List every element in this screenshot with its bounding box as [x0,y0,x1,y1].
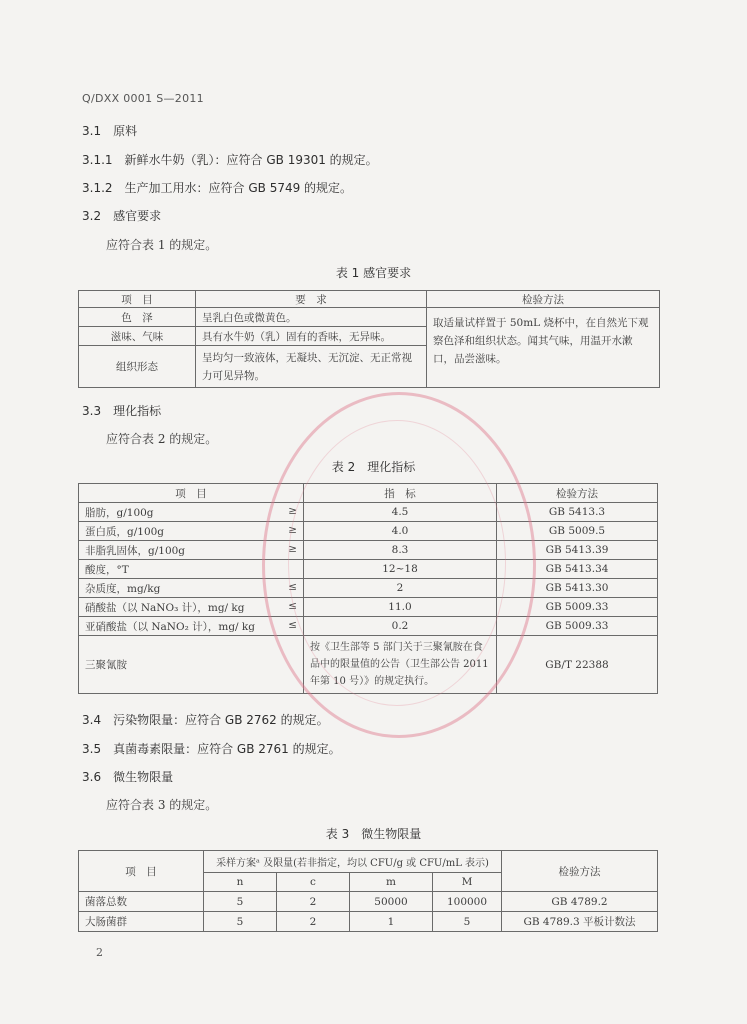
table3-method: GB 4789.2 [502,892,658,912]
table3-item: 菌落总数 [79,892,204,912]
table2-value: 0.2 [304,617,497,636]
table3-n: 5 [204,912,277,932]
table2-comparator: ≤ [288,580,297,593]
table3-item: 大肠菌群 [79,912,204,932]
table3-c: 2 [277,892,350,912]
table2-method: GB 5413.3 [497,503,658,522]
table3-m: 50000 [350,892,433,912]
table2-header-indicator: 指 标 [304,484,497,503]
table-row [79,503,658,522]
table2-comparator: ≥ [288,523,297,536]
table1-requirement: 呈均匀一致液体，无凝块、无沉淀、无正常视力可见异物。 [196,346,427,388]
table2-item: 蛋白质，g/100g [85,525,165,538]
table3-n: 5 [204,892,277,912]
table2-method: GB 5009.33 [497,598,658,617]
table-row [79,617,658,636]
table2-value: 12~18 [304,560,497,579]
table1-sensory [78,290,660,388]
table1-method: 取适量试样置于 50mL 烧杯中，在自然光下观察色泽和组织状态。闻其气味，用温开水漱口，品尝滋味。 [427,308,660,388]
table-row [79,541,658,560]
table2-method: GB 5009.5 [497,522,658,541]
table2-method: GB/T 22388 [497,636,658,694]
table1-item: 滋味、气味 [79,327,196,346]
table2-value: 4.0 [304,522,497,541]
table3-header-item: 项 目 [79,851,204,892]
table3-m: 1 [350,912,433,932]
section-3-2-heading: 3.2 感官要求 [82,209,162,223]
table1-item: 组织形态 [79,346,196,388]
table2-header-item: 项 目 [79,484,304,503]
table-row [79,892,658,912]
table2-item: 酸度，°T [85,563,129,576]
table2-method: GB 5413.39 [497,541,658,560]
table2-method: GB 5413.30 [497,579,658,598]
table3-c: 2 [277,912,350,932]
table2-item: 亚硝酸盐（以 NaNO₂ 计），mg/ kg [85,620,256,633]
table-row [79,912,658,932]
table3-header-M: M [433,873,502,892]
section-3-5: 3.5 真菌毒素限量：应符合 GB 2761 的规定。 [82,742,341,756]
section-3-3-heading: 3.3 理化指标 [82,404,162,418]
table2-comparator: ≥ [288,504,297,517]
section-3-1-2: 3.1.2 生产加工用水：应符合 GB 5749 的规定。 [82,181,353,195]
table3-header-m: m [350,873,433,892]
table1-caption: 表 1 感官要求 [335,266,412,280]
table2-method: GB 5009.33 [497,617,658,636]
table2-physicochemical [78,483,658,694]
table3-M: 100000 [433,892,502,912]
table2-item: 非脂乳固体，g/100g [85,544,186,557]
table2-item: 硝酸盐（以 NaNO₃ 计），mg/ kg [85,601,245,614]
table-row [79,308,660,327]
table1-requirement: 呈乳白色或微黄色。 [196,308,427,327]
section-3-2-body: 应符合表 1 的规定。 [106,238,218,252]
table3-microbial [78,850,658,932]
table2-value: 4.5 [304,503,497,522]
section-3-3-body: 应符合表 2 的规定。 [106,432,218,446]
section-3-6-body: 应符合表 3 的规定。 [106,798,218,812]
table2-value: 11.0 [304,598,497,617]
table-row [79,579,658,598]
table1-header-item: 项 目 [79,291,196,308]
table2-header-method: 检验方法 [497,484,658,503]
table3-header-plan: 采样方案ᵃ 及限量(若非指定，均以 CFU/g 或 CFU/mL 表示) [204,851,502,873]
table3-M: 5 [433,912,502,932]
table2-value: 按《卫生部等 5 部门关于三聚氰胺在食品中的限量值的公告（卫生部公告 2011 年第 10 号）》的规定执行。 [304,636,497,694]
table2-comparator: ≤ [288,599,297,612]
table3-header-method: 检验方法 [502,851,658,892]
table2-caption: 表 2 理化指标 [331,460,416,474]
table2-item: 三聚氰胺 [85,659,127,671]
table2-value: 8.3 [304,541,497,560]
page-number: 2 [96,946,103,959]
table3-header-c: c [277,873,350,892]
table3-header-n: n [204,873,277,892]
table2-value: 2 [304,579,497,598]
table-row [79,636,658,694]
table1-header-method: 检验方法 [427,291,660,308]
section-3-1-heading: 3.1 原料 [82,124,138,138]
table1-header-requirement: 要 求 [196,291,427,308]
document-code: Q/DXX 0001 S—2011 [82,92,204,105]
table2-comparator: ≤ [288,618,297,631]
table3-caption: 表 3 微生物限量 [325,827,422,841]
table2-item: 脂肪，g/100g [85,506,154,519]
table2-method: GB 5413.34 [497,560,658,579]
section-3-1-1: 3.1.1 新鲜水牛奶（乳）：应符合 GB 19301 的规定。 [82,153,378,167]
table-row [79,560,658,579]
table2-item: 杂质度，mg/kg [85,582,161,595]
table-row [79,522,658,541]
table-row [79,598,658,617]
section-3-6-heading: 3.6 微生物限量 [82,770,174,784]
section-3-4: 3.4 污染物限量：应符合 GB 2762 的规定。 [82,713,329,727]
table2-comparator: ≥ [288,542,297,555]
table3-method: GB 4789.3 平板计数法 [502,912,658,932]
table1-item: 色 泽 [79,308,196,327]
table1-requirement: 具有水牛奶（乳）固有的香味，无异味。 [196,327,427,346]
